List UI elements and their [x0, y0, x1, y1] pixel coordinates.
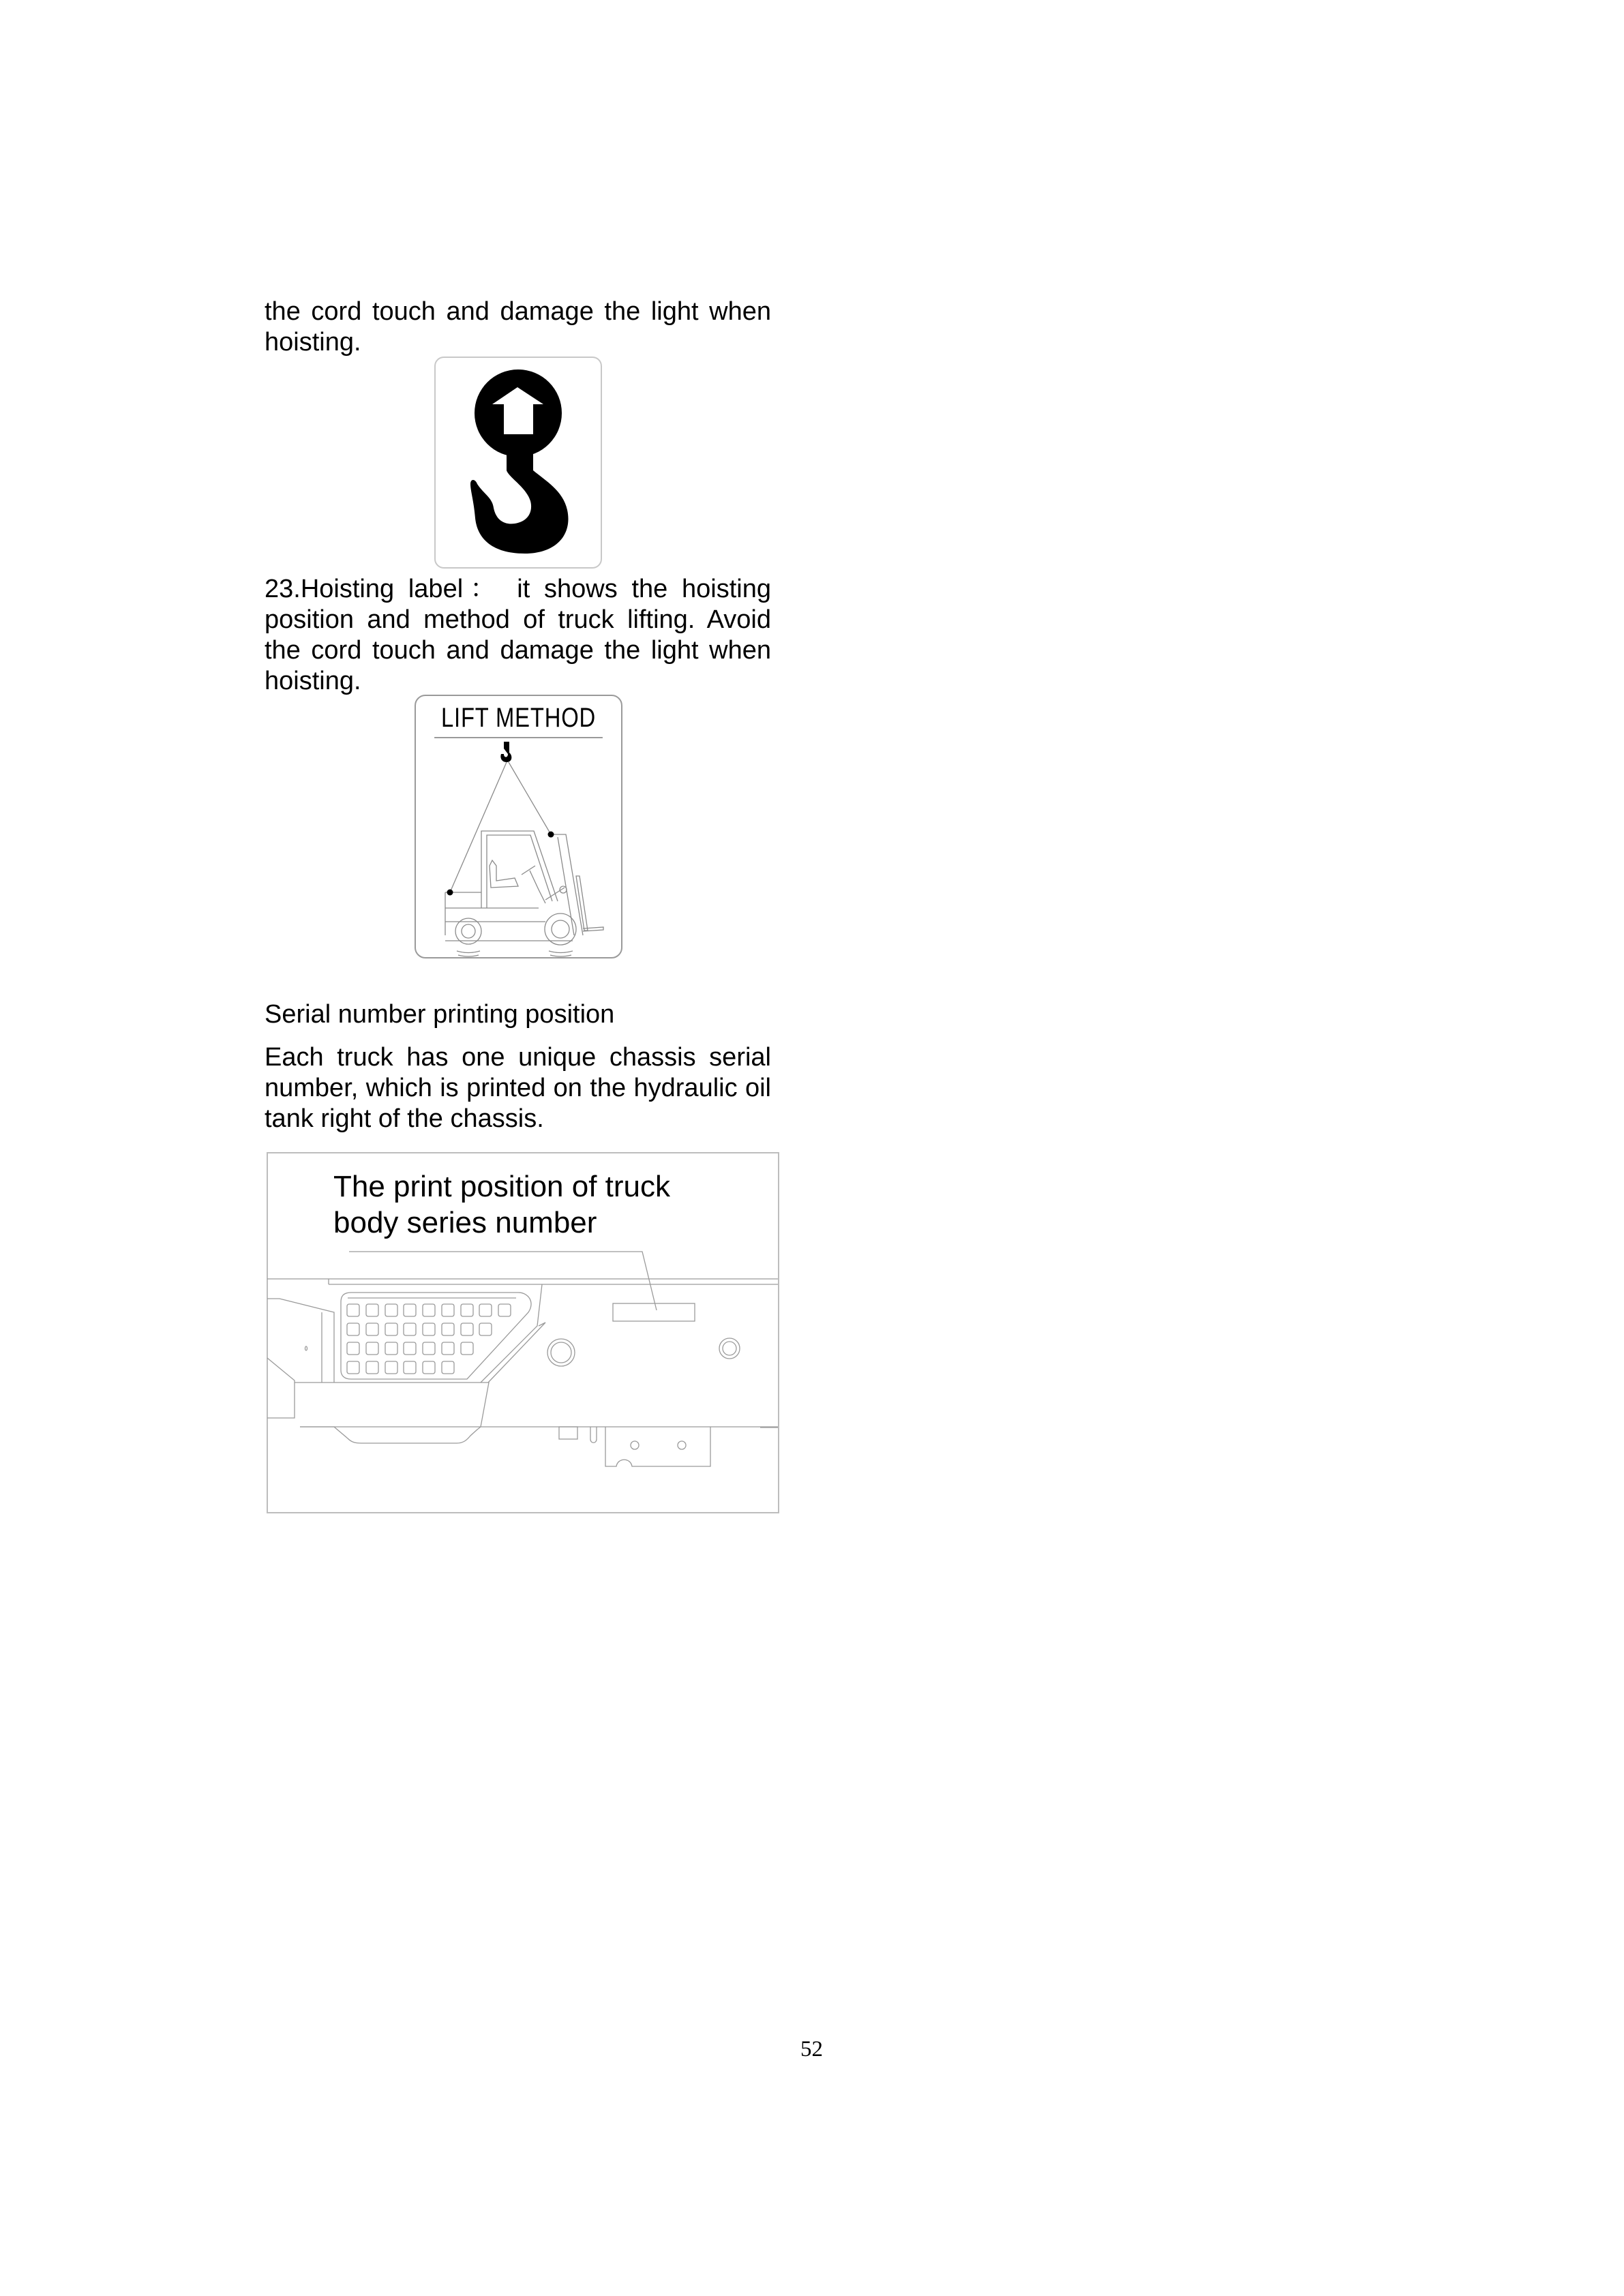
ventilation-grid [347, 1304, 511, 1374]
serial-section-heading: Serial number printing position [265, 1000, 615, 1029]
paragraph-line: number, which is printed on the hydraulic oil [265, 1074, 771, 1102]
paragraph-line: 23.Hoisting label： it shows the hoisting [265, 575, 771, 603]
paragraph-line: tank right of the chassis. [265, 1104, 544, 1133]
page-number: 52 [800, 2037, 823, 2061]
serial-number-plate [613, 1303, 695, 1321]
leader-line [349, 1252, 657, 1310]
paragraph-line: Each truck has one unique chassis serial [265, 1043, 771, 1072]
paragraph-line: hoisting. [265, 328, 361, 357]
paragraph-line: the cord touch and damage the light when [265, 297, 771, 326]
caption-line: The print position of truck [333, 1170, 671, 1203]
caption-line: body series number [333, 1206, 597, 1239]
paragraph-line: the cord touch and damage the light when [265, 636, 771, 665]
paragraph-line: position and method of truck lifting. Avoid [265, 605, 771, 634]
paragraph-line: hoisting. [265, 667, 361, 695]
lift-method-title: LIFT METHOD [434, 696, 603, 738]
